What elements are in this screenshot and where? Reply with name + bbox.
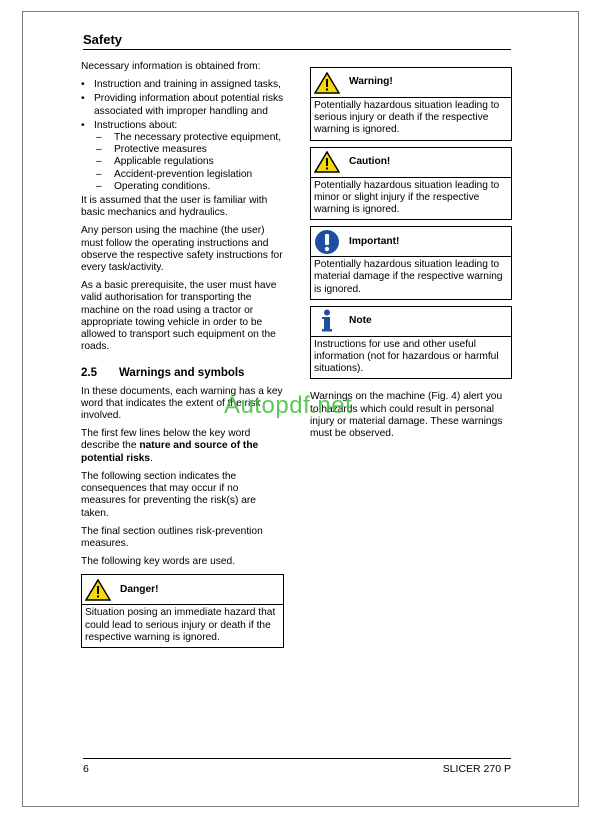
note-box-header xyxy=(311,307,511,337)
danger-box-header xyxy=(82,575,283,605)
paragraph: As a basic prerequisite, the user must have valid authorisation for transporting the machine on the road using a tractor or appropriate towing vehicle in order to be allowed to transport such equipment on the roads. xyxy=(81,280,277,353)
sub-list-item: – Applicable regulations xyxy=(94,156,284,168)
warning-triangle-icon xyxy=(82,579,114,601)
section-heading xyxy=(81,367,284,379)
page-footer xyxy=(83,758,511,775)
danger-box xyxy=(81,574,284,648)
paragraph: Any person using the machine (the user) must follow the operating instructions and observe the respective safety instructions for every task/activity. xyxy=(81,225,283,274)
warning-box-header xyxy=(311,68,511,98)
info-list xyxy=(81,79,284,193)
right-column xyxy=(310,67,512,446)
text-run: . xyxy=(150,452,153,464)
warning-text: Potentially hazardous situation leading to serious injury or death if the respective warning is ignored. xyxy=(314,100,500,136)
paragraph: In these documents, each warning has a key word that indicates the extent of the risk involved. xyxy=(81,385,283,422)
caution-triangle-icon xyxy=(311,151,343,173)
watermark: Autopdf.net xyxy=(224,392,353,419)
danger-label: Danger! xyxy=(120,583,159,595)
list-item: • Instruction and training in assigned tasks, xyxy=(81,79,284,91)
sub-list-item: – Operating conditions. xyxy=(94,181,284,193)
page-header xyxy=(83,32,511,50)
paragraph: The following section indicates the consequences that may occur if no measures for preventing the risk(s) are taken. xyxy=(81,470,256,519)
important-label: Important! xyxy=(349,235,400,247)
sub-list-item: – Protective measures xyxy=(94,144,284,156)
sub-list xyxy=(94,132,284,193)
bold-text: nature and source of the potential risks xyxy=(81,440,259,464)
caution-text: Potentially hazardous situation leading to minor or slight injury if the respective warning is ignored. xyxy=(314,179,500,216)
section-number: 2.5 xyxy=(81,367,97,380)
paragraph: The final section outlines risk-prevention measures. xyxy=(81,525,263,549)
text-run: The first few lines below the key word describe the xyxy=(81,428,251,452)
model-name: SLICER 270 P xyxy=(442,763,511,775)
exclamation-circle-icon xyxy=(311,229,343,255)
section-title: Warnings and symbols xyxy=(119,367,245,380)
list-item: • Providing information about potential risks associated with improper handling and xyxy=(81,93,284,117)
warning-triangle-icon xyxy=(311,72,343,94)
caution-label: Caution! xyxy=(349,156,391,167)
paragraph xyxy=(81,428,284,465)
warning-label: Warning! xyxy=(349,76,393,88)
warning-box xyxy=(310,67,512,141)
info-icon xyxy=(311,309,343,333)
paragraph: It is assumed that the user is familiar with basic mechanics and hydraulics. xyxy=(81,195,268,219)
sub-list-item: – The necessary protective equipment, xyxy=(94,132,284,144)
intro-text: Necessary information is obtained from: xyxy=(81,61,261,72)
list-item-label: Instructions about: xyxy=(94,119,178,131)
note-label: Note xyxy=(349,315,372,327)
important-box xyxy=(310,226,512,300)
page-number: 6 xyxy=(83,763,89,775)
important-text: Potentially hazardous situation leading to material damage if the respective warning is ignored. xyxy=(314,259,503,295)
page-title: Safety xyxy=(83,32,123,47)
danger-text: Situation posing an immediate hazard that could lead to serious injury or death if the respective warning is ignored. xyxy=(85,607,276,643)
list-item xyxy=(81,120,284,193)
important-box-header xyxy=(311,227,511,257)
note-text: Instructions for use and other useful information (not for hazardous or harmful situations). xyxy=(314,338,499,375)
note-box xyxy=(310,306,512,380)
left-column xyxy=(81,61,284,654)
caution-box-header xyxy=(311,148,511,178)
caution-box xyxy=(310,147,512,221)
paragraph: Warnings on the machine (Fig. 4) alert you to hazards which could result in personal injury or material damage. These warnings must be observed. xyxy=(310,391,503,440)
paragraph: The following key words are used. xyxy=(81,556,236,568)
sub-list-item: – Accident-prevention legislation xyxy=(94,169,284,181)
